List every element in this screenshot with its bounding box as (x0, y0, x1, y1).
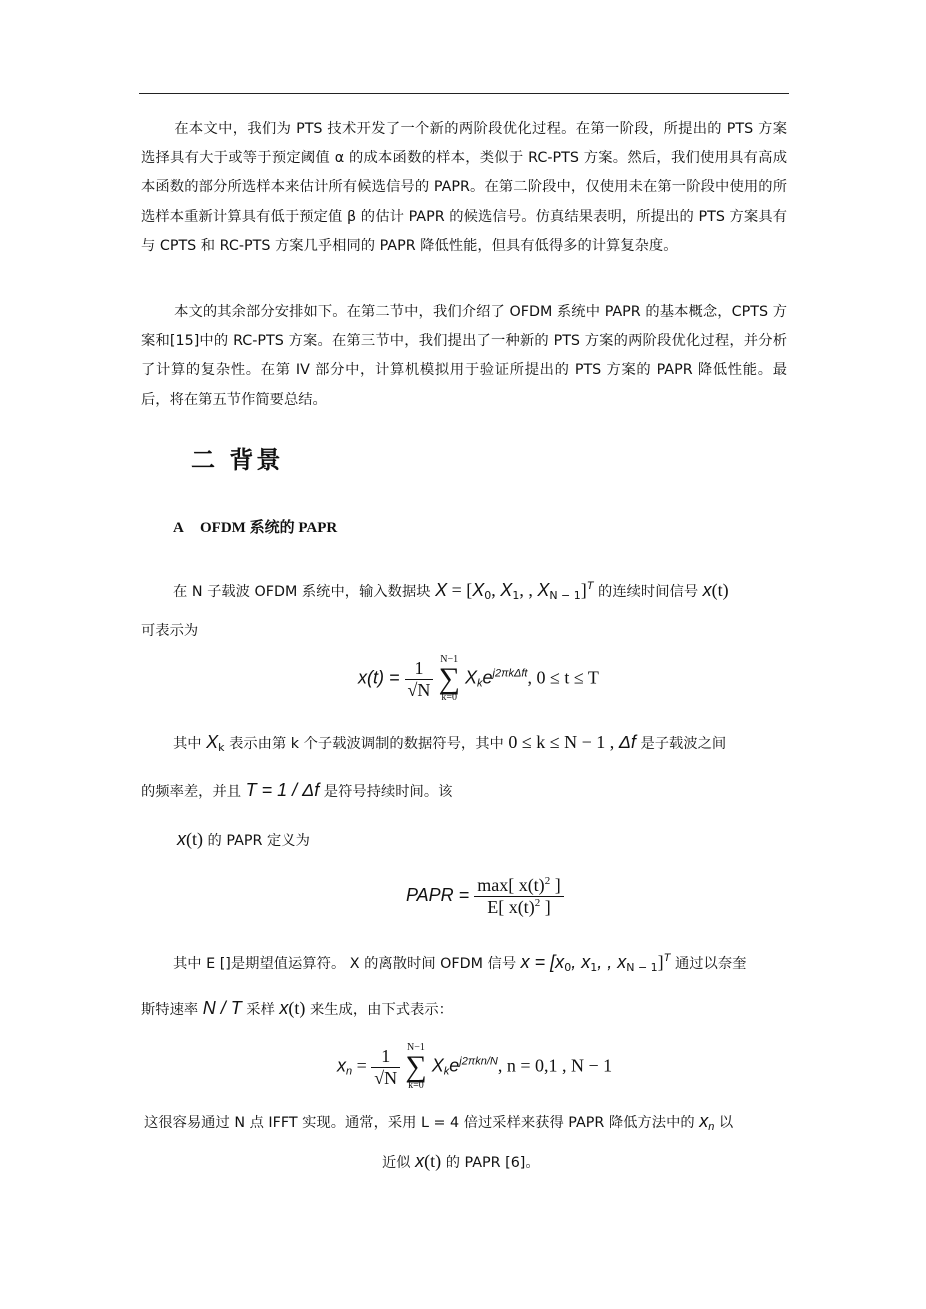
header-rule (139, 93, 789, 94)
subsection-heading: A OFDM 系统的 PAPR (173, 520, 338, 536)
intro-paragraph-2: 本文的其余部分安排如下。在第二节中，我们介绍了 OFDM 系统中 PAPR 的基本概念，CPTS 方案和[15]中的 RC-PTS 方案。在第三节中，我们提出了一种新的 PTS 方案的两阶段优化过程，并分析了计算的复杂性。在第 IV 部分中，计算机模拟用于验证所提出的 PTS 方案的 PAPR 降低性能。最后，将在第五节作简要总结。 (141, 304, 787, 408)
text-line-8: 这很容易通过 N 点 IFFT 实现。通常，采用 L = 4 倍过采样来获得 PAPR 降低方法中的 $x_n$ 以 (144, 1111, 734, 1133)
text-line-3: 其中 $X_k$ 表示由第 k 个子载波调制的数据符号，其中 0 ≤ k ≤ N − 1 , Δf 是子载波之间 (173, 732, 727, 754)
text-line-5: x(t) 的 PAPR 定义为 (177, 829, 310, 849)
section-heading: 二 背景 (191, 446, 284, 474)
text-line-7: 斯特速率 N / T 采样 x(t) 来生成，由下式表示： (141, 998, 453, 1018)
equation-papr: PAPR = $\frac{\max[ x(t)^2 ]}{E[ x(t)^2 ]}$ (406, 875, 564, 918)
text-line-9: 近似 x(t) 的 PAPR [6]。 (382, 1151, 540, 1171)
equation-discrete: $x_n$ = $\frac{1}{√N}$ N−1 ∑ k=0 $X_ke^{j2\pi kn/N}$, n = 0,1 , N − 1 (337, 1042, 613, 1091)
text-line-1: 在 N 子载波 OFDM 系统中，输入数据块 $X = [X_0$, $X_1$, , $X_{N - 1}]^T$ 的连续时间信号 x(t) (173, 580, 729, 602)
text-line-2: 可表示为 (141, 623, 199, 639)
text-line-6: 其中 E []是期望值运算符。 X 的离散时间 OFDM 信号 $x = [x_0$, $x_1$, , $x_{N - 1}]^T$ 通过以奈奎 (173, 952, 747, 974)
intro-paragraph-1: 在本文中，我们为 PTS 技术开发了一个新的两阶段优化过程。在第一阶段，所提出的 PTS 方案选择具有大于或等于预定阈值 α 的成本函数的样本，类似于 RC-PTS 方案。然后，我们使用具有高成本函数的部分所选样本来估计所有候选信号的 PAPR。在第二阶段中，仅使用未在第一阶段中使用的所选样本重新计算具有低于预定值 β 的估计 PAPR 的候选信号。仿真结果表明，所提出的 PTS 方案具有与 CPTS 和 RC-PTS 方案几乎相同的 PAPR 降低性能，但具有低得多的计算复杂度。 (141, 121, 787, 254)
equation-signal: x(t) = $\frac{1}{√N}$ N−1 ∑ k=0 $X_ke^{j2\pi k\Delta ft}$, 0 ≤ t ≤ T (358, 654, 599, 703)
text-line-4: 的频率差，并且 T = 1 / Δf 是符号持续时间。该 (141, 780, 453, 800)
